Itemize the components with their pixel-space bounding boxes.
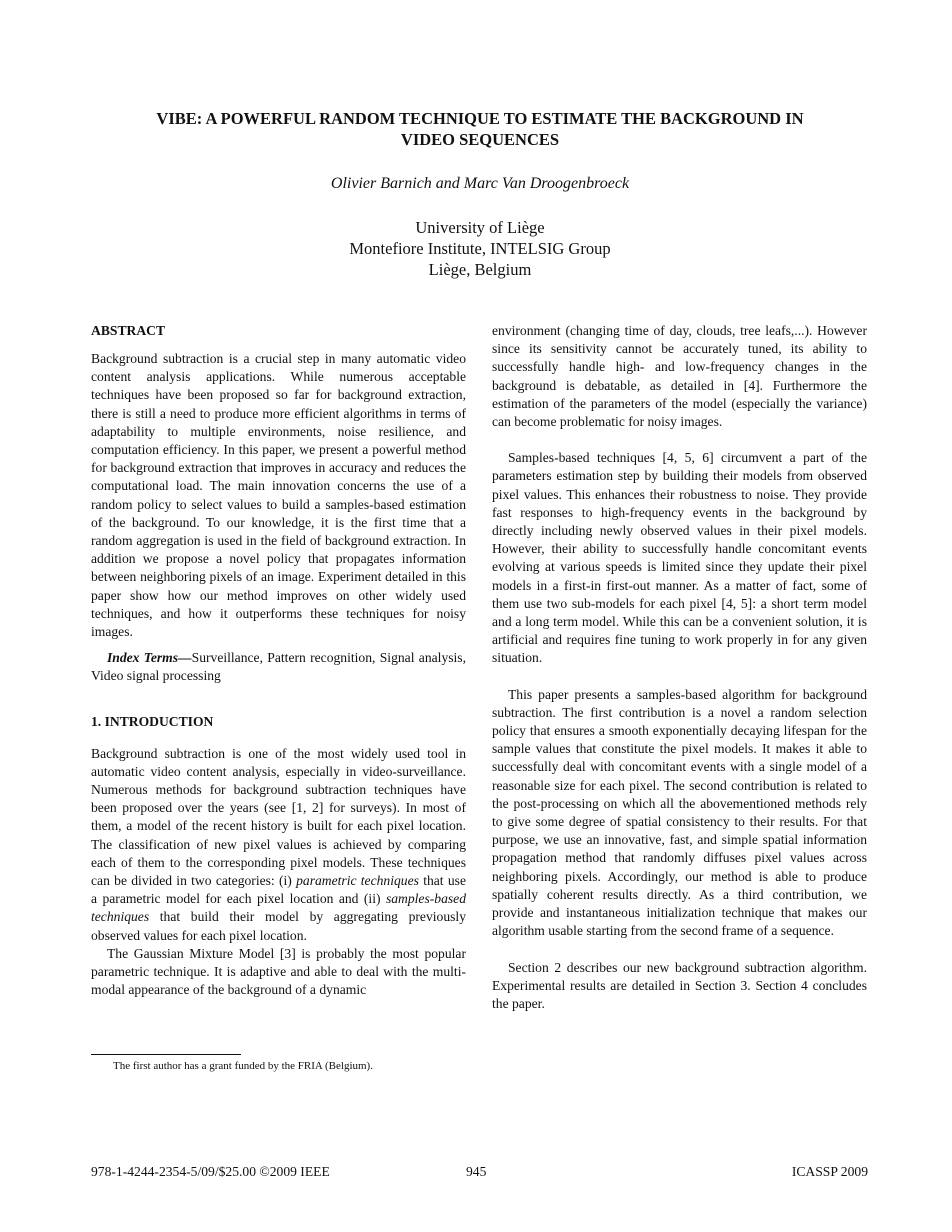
affiliation-line: University of Liège — [415, 218, 545, 237]
intro-text: Background subtraction is one of the most widely used tool in automatic video content analysis, especially in video-surveillance. Numerous methods for background subtraction techniques have been proposed over the years (see [1, 2] for surveys). In most of them, a model of the recent history is built for each pixel location. The classification of new pixel values is achieved by comparing each of them to the corresponding pixel models. These techniques can be divided in two categories: (i) — [91, 745, 466, 889]
intro-paragraph-1 — [91, 745, 466, 945]
left-column — [91, 322, 466, 1000]
right-column — [492, 322, 867, 1013]
affiliation-line: Montefiore Institute, INTELSIG Group — [349, 239, 611, 258]
right-paragraph-1: environment (changing time of day, clouds, tree leafs,...). However since its sensitivity cannot be accurately tuned, its ability to successfully handle high- and low-frequency changes in the background is debatable, as detailed in [4]. Furthermore the estimation of the parameters of the model (especially the variance) can become problematic for noisy images. — [492, 323, 867, 430]
index-terms — [91, 649, 466, 685]
intro-emphasis: parametric techniques — [296, 873, 419, 889]
intro-emphasis: samples-based techniques — [91, 891, 466, 925]
footer-conference: ICASSP 2009 — [791, 1164, 868, 1179]
abstract-heading: ABSTRACT — [91, 323, 166, 338]
affiliation-line: Liège, Belgium — [428, 260, 532, 279]
authors: Olivier Barnich and Marc Van Droogenbroeck — [330, 175, 630, 192]
intro-paragraph-2: The Gaussian Mixture Model [3] is probably the most popular parametric technique. It is adaptive and able to deal with the multi-modal appearance of the background of a dynamic — [91, 945, 466, 998]
right-paragraph-3: This paper presents a samples-based algorithm for background subtraction. The first contribution is a novel a random selection policy that ensures a smooth exponentially decaying lifespan for the sample values that constitute the pixel models. It makes it able to successfully deal with concomitant events with a single model of a reasonable size for each pixel. The second contribution is related to the post-processing on which all the abovementioned methods rely to give some degree of spatial consistency to their results. For that purpose, we use an innovative, fast, and simple spatial information propagation method that randomly diffuses pixel values across neighboring pixels. Accordingly, our method is able to produce spatially coherent results directly. As a third contribution, we provide and instantaneous initialization technique that makes our algorithm usable starting from the second frame of a sequence. — [492, 686, 867, 939]
intro-text: that use a parametric model for each pixel location and (ii) — [91, 873, 466, 907]
right-paragraph-4: Section 2 describes our new background subtraction algorithm. Experimental results are detailed in Section 3. Section 4 concludes the paper. — [492, 959, 867, 1011]
index-terms-text: Surveillance, Pattern recognition, Signal analysis, Video signal processing — [91, 650, 466, 684]
intro-heading: 1. INTRODUCTION — [91, 713, 214, 729]
abstract-text: Background subtraction is a crucial step in many automatic video content analysis applications. While numerous acceptable techniques have been proposed so far for background extraction, there is still a need to produce more efficient algorithms in terms of adaptability to multiple environments, noise resilience, and computation efficiency. In this paper, we present a powerful method for background extraction that improves in accuracy and reduces the computational load. The main innovation concerns the use of a random policy to select values to build a samples-based estimation of the background. To our knowledge, it is the first time that a random aggregation is used in the field of background extraction. In addition we propose a novel policy that propagates information between neighboring pixels of an image. Experiment detailed in this paper show how our method improves on other widely used techniques, and how it outperforms these techniques for noisy images. — [91, 351, 466, 640]
right-paragraph-2: Samples-based techniques [4, 5, 6] circumvent a part of the parameters estimation step by building their models from observed pixel values. This enhances their robustness to noise. They provide fast responses to high-frequency events in the background by directly including newly observed values in their pixel models. However, their ability to successfully handle concomitant events evolving at various speeds is limited since they update their pixel models in a first-in first-out manner. As a matter of fact, some of them use two sub-models for each pixel [4, 5]: a short term model and a long term model. While this can be a convenient solution, it is artificial and requires fine tuning to work properly in for any given situation. — [492, 450, 867, 666]
footnote-rule — [91, 1054, 241, 1055]
page-number: 945 — [466, 1164, 487, 1179]
footer-copyright: 978-1-4244-2354-5/09/$25.00 ©2009 IEEE — [91, 1164, 330, 1179]
footnote: The first author has a grant funded by the FRIA (Belgium). — [113, 1060, 373, 1072]
index-terms-label: Index Terms— — [107, 650, 192, 666]
paper-title — [100, 108, 860, 150]
title-line-1: VIBE: A POWERFUL RANDOM TECHNIQUE TO ESTIMATE THE BACKGROUND IN — [156, 109, 804, 128]
intro-text: that build their model by aggregating previously observed values for each pixel location. — [91, 909, 466, 943]
title-line-2: VIDEO SEQUENCES — [400, 130, 560, 149]
affiliation — [0, 217, 952, 280]
